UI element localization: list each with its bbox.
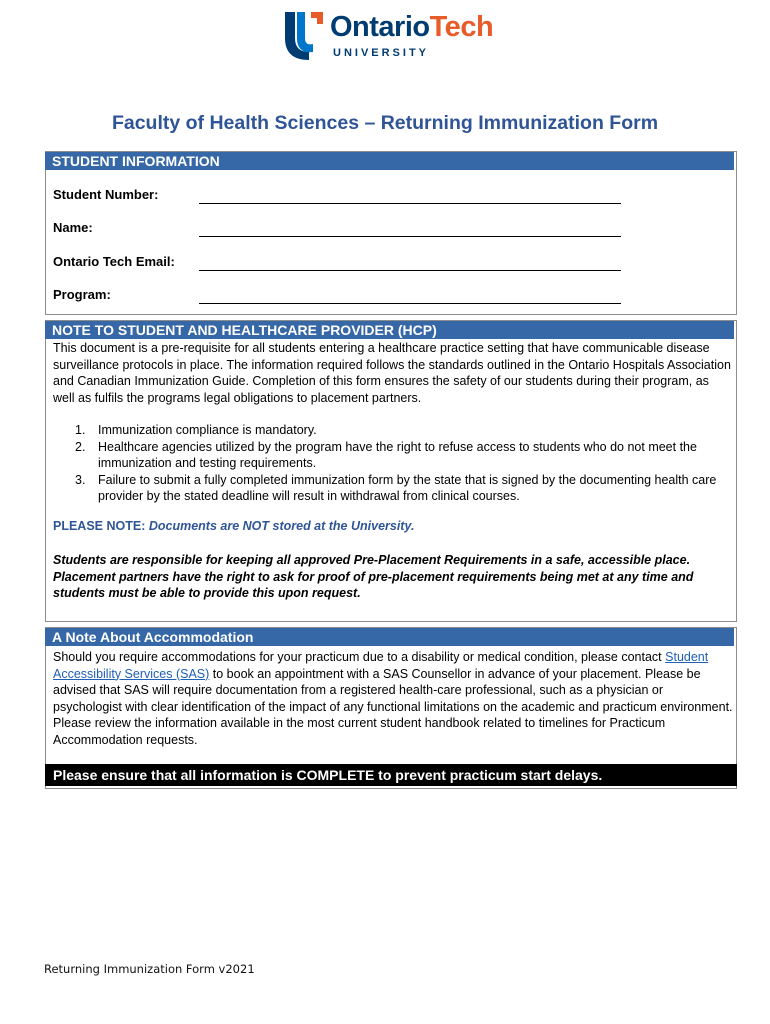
name-field[interactable] [199,235,621,237]
list-item-text: Failure to submit a fully completed immunization form by the state that is signed by the documenting health care provider by the stated deadline will result in withdrawal from clinical courses. [98,472,717,503]
list-item [53,472,723,505]
complete-notice: Please ensure that all information is COMPLETE to prevent practicum start delays. [45,764,737,786]
list-item-number: 3. [75,472,86,487]
student-number-field[interactable] [199,202,621,204]
sas-link[interactable]: Student Accessibility Services (SAS) [53,650,709,681]
logo-wordmark [330,11,493,44]
accommodation-paragraph [53,649,733,748]
list-item-text: Healthcare agencies utilized by the program have the right to refuse access to students who do not meet the immunization and testing requirements. [98,439,697,470]
requirements-list [53,422,723,505]
responsibility-paragraph: Students are responsible for keeping all approved Pre-Placement Requirements in a safe, accessible place. Placement partners have the right to ask for proof of pre-placement requirements being met at any time and students must be able to provide this upon request. [53,553,694,600]
program-field[interactable] [199,302,621,304]
please-note [53,519,414,533]
student-info-header: STUDENT INFORMATION [45,152,734,170]
student-number-label: Student Number: [53,187,159,202]
list-item-text: Immunization compliance is mandatory. [98,423,317,437]
list-item-number: 1. [75,423,86,437]
accommodation-text-start: Should you require accommodations for your practicum due to a disability or medical condition, please contact [53,650,666,664]
note-paragraph: This document is a pre-requisite for all students entering a healthcare practice setting that have communicable disease surveillance protocols in place. The information required follows the standards outlined in the Ontario Hospitals Association and Canadian Immunization Guide. Completion of this form ensures the safety of our students during their program, as well as fulfils the programs legal obligations to placement partners. [53,341,731,405]
please-note-label: PLEASE NOTE: [53,519,146,533]
logo-wordmark-accent: Tech [429,11,494,43]
please-note-text: Documents are NOT stored at the University. [148,519,415,533]
student-info-box [45,151,737,315]
logo-wordmark-main: Ontario [330,11,430,43]
program-label: Program: [53,287,111,302]
list-item [53,439,723,472]
page-title: Faculty of Health Sciences – Returning Immunization Form [111,112,659,134]
list-item [53,422,723,439]
accommodation-text-end: to book an appointment with a SAS Counsellor in advance of your placement. Please be advised that SAS will require documentation from a registered health-care professional, such as a physician or psychologist with clear identification of the impact of any functional limitations on the academic and practicum environment. Please review the information available in the most current student handbook related to timelines for Practicum Accommodation requests. [53,666,733,747]
ontario-tech-logo [283,8,495,70]
page-footer: Returning Immunization Form v2021 [44,962,255,976]
note-header: NOTE TO STUDENT AND HEALTHCARE PROVIDER (HCP) [45,321,734,339]
list-item-number: 2. [75,439,86,454]
accommodation-header: A Note About Accommodation [45,628,734,646]
email-label: Ontario Tech Email: [53,254,175,269]
logo-sub: UNIVERSITY [333,47,430,59]
email-field[interactable] [199,269,621,271]
name-label: Name: [53,220,93,235]
